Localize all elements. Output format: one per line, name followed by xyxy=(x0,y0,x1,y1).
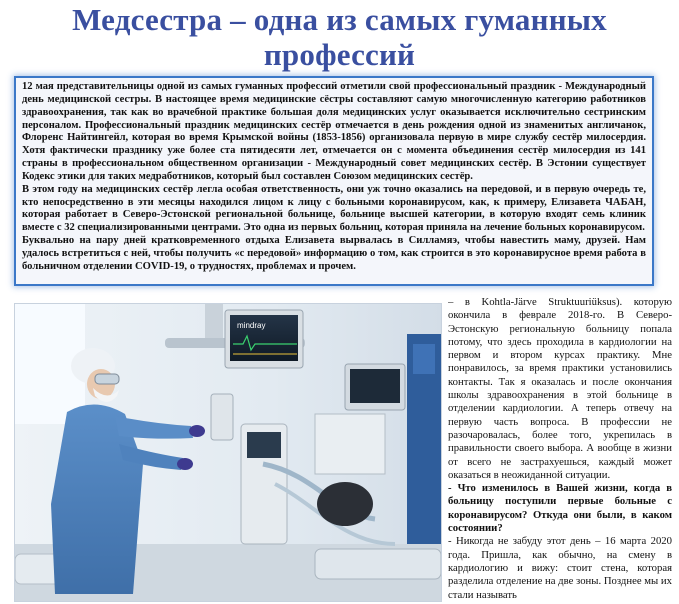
lead-paragraph-2: В этом году на медицинских сестёр легла особая ответственность, они уж точно оказались на передовой, и в первую очередь те, кто непосредственно в эти месяцы находился лицом к лицу с больными коронавирусом, как, к примеру, Елизавета ЧАБАН, которая работает в Северо-Эстонской региональной больнице, больнице высшей категории, в которую входят семь клиник вместе с 32 специализированными центрами. Это одна из первых больниц, которая приняла на лечение больных коронавирусом. xyxy=(22,183,646,234)
article-column xyxy=(448,296,672,602)
column-paragraph-2: - Никогда не забуду этот день – 16 марта 2020 года. Пришла, как обычно, на смену в кардиологию и вижу: стоит стена, которая разделила отделение на две зоны. Позднее мы их стали называть xyxy=(448,535,672,601)
article-photo xyxy=(14,303,442,602)
lead-paragraph-1: 12 мая представительницы одной из самых гуманных профессий отметили свой профессиональный праздник - Международный день медицинской сестры. В настоящее время медицинские сёстры составляют самую многочисленную категорию работников здравоохранения, так как во врачебной практике большая доля медицинских услуг оказывается исключительно сестринским персоналом. Профессиональный праздник медицинских сестёр отмечается в день рождения одной из знаменитых англичанок, Флоренс Найтингейл, которая во время Крымской войны (1853-1856) организовала первую в мире службу сестёр милосердия. Хотя фактически празднику уже более ста пятидесяти лет, отмечается он с момента объединения сестёр милосердия из 141 страны в профессиональном общественном организации - Международный совет медицинских сестёр. В Эстонии существует Кодекс этики для таких медработников, который был составлен Союзом медицинских сестёр. xyxy=(22,81,646,182)
interview-question: - Что изменилось в Вашей жизни, когда в больницу поступили первые больные с коронавирусом? Откуда они были, в каком состоянии? xyxy=(448,482,672,535)
patient-monitor xyxy=(225,310,303,368)
lead-paragraph-3: Буквально на пару дней кратковременного отдыха Елизавета вырвалась в Силламяэ, чтобы навестить маму, друзей. Нам удалось встретиться с ней, чтобы получить «с передовой» информацию о том, как строится в это коронавирусное время работа в больничном отделении COVID-19, о трудностях, проблемах и прочем. xyxy=(22,235,646,272)
lead-box xyxy=(14,76,654,286)
column-paragraph-1: – в Kohtla-Järve Struktuuriüksus). которую окончила в феврале 2018-го. В Северо-Эстонскую региональную больницу попала потому, что здесь проходила в кардиологии на первом и втором курсах практику. Мне понравилось, за время практики установились контакты. Так я оказалась и после окончания школы здравоохранения в этой больнице в отделении кардиологии. А теперь отвечу на первую часть вопроса. В профессии не разочаровалась, более того, укрепилась в правильности своего выбора. А вообще в жизни от всего не застрахуешься, каждый может оказаться в неожиданной ситуации. xyxy=(448,296,672,481)
monitor-brand-label: mindray xyxy=(237,321,266,330)
article-headline: Медсестра – одна из самых гуманных профессий xyxy=(72,2,607,72)
